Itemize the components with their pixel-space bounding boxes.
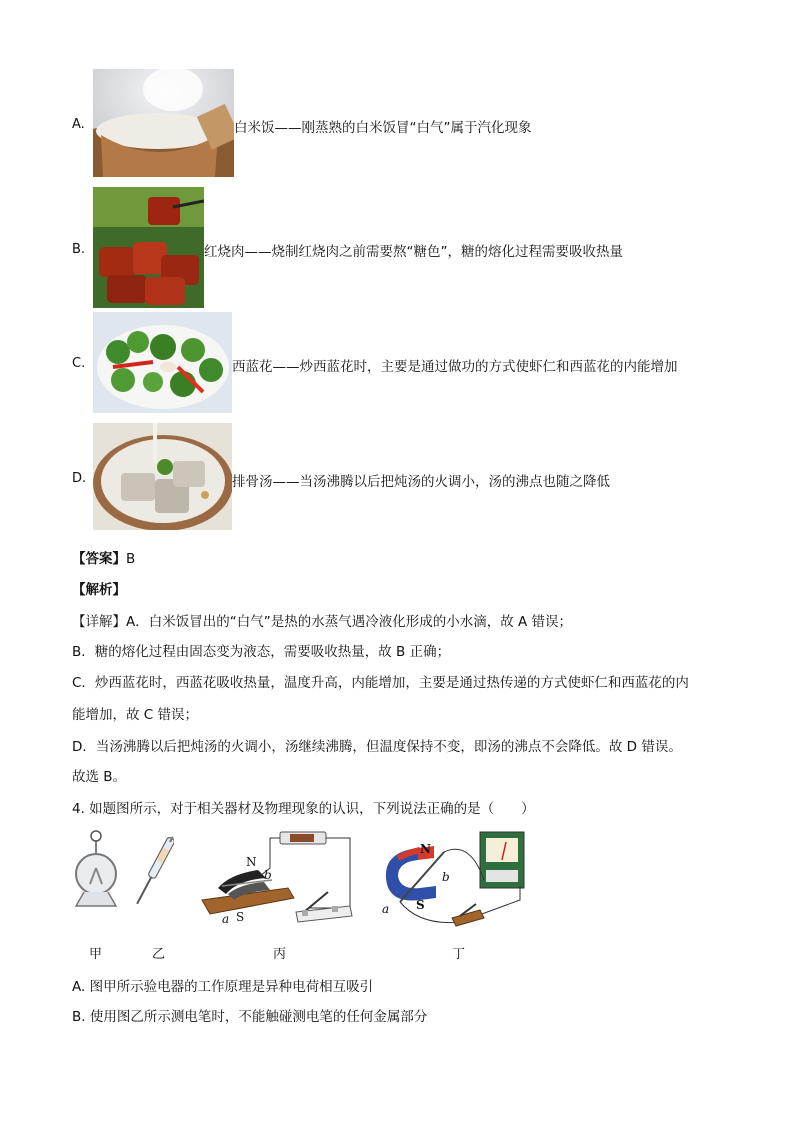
braised-pork-photo [93, 187, 204, 308]
detail-line-2: B．糖的熔化过程由固态变为液态，需要吸收热量，故 B 正确； [72, 644, 451, 660]
fig-bing-north: N [246, 855, 257, 869]
electroscope-figure [70, 830, 122, 910]
detail-line-1 [72, 610, 572, 630]
option-c-letter: C. [72, 356, 86, 371]
current-in-field-figure [200, 828, 358, 924]
analysis-label: 【解析】 [72, 582, 126, 598]
fig-bing-a: a [222, 912, 230, 926]
option-d-letter: D. [72, 471, 87, 486]
answer-line [72, 547, 135, 567]
question-4-stem: 4. 如题图所示，对于相关器材及物理现象的认识，下列说法正确的是（ ） [72, 801, 535, 817]
fig-bing-south: S [236, 910, 245, 924]
option-d-text: 排骨汤——当汤沸腾以后把炖汤的火调小，汤的沸点也随之降低 [232, 474, 610, 490]
fig-bing-b: b [264, 868, 272, 882]
answer-label: 【答案】 [72, 551, 126, 567]
rice-photo [93, 69, 234, 177]
option-b-text: 红烧肉——烧制红烧肉之前需要熬“糖色”，糖的熔化过程需要吸收热量 [204, 244, 623, 260]
caption-yi: 乙 [152, 947, 166, 962]
broccoli-photo [93, 312, 232, 413]
detail-line-4: 能增加，故 C 错误； [72, 707, 199, 723]
answer-value: B [126, 551, 136, 567]
q4-option-b: B. 使用图乙所示测电笔时，不能触碰测电笔的任何金属部分 [72, 1009, 428, 1025]
test-pen-figure [134, 832, 174, 912]
detail-text: A．白米饭冒出的“白气”是热的水蒸气遇冷液化形成的小水滴，故 A 错误； [126, 614, 573, 630]
detail-line-6: 故选 B。 [72, 769, 127, 785]
caption-ding: 丁 [452, 947, 466, 962]
induction-figure [380, 830, 530, 930]
fig-ding-a: a [382, 902, 390, 916]
detail-line-5: D．当汤沸腾以后把炖汤的火调小，汤继续沸腾，但温度保持不变，即汤的沸点不会降低。故 D 错误。 [72, 739, 682, 755]
option-c-text: 西蓝花——炒西蓝花时，主要是通过做功的方式使虾仁和西蓝花的内能增加 [232, 359, 678, 375]
fig-ding-b: b [442, 870, 450, 884]
detail-line-3: C．炒西蓝花时，西蓝花吸收热量，温度升高，内能增加，主要是通过热传递的方式使虾仁和西蓝花的内 [72, 675, 689, 691]
fig-ding-north: N [420, 842, 431, 856]
caption-bing: 丙 [273, 947, 287, 962]
option-a-text: 白米饭——刚蒸熟的白米饭冒“白气”属于汽化现象 [234, 120, 532, 136]
option-b-letter: B. [72, 242, 86, 257]
caption-jia: 甲 [89, 947, 103, 962]
detail-label: 【详解】 [72, 614, 126, 630]
option-a-letter: A. [72, 117, 85, 132]
rib-soup-photo [93, 423, 232, 530]
q4-option-a: A. 图甲所示验电器的工作原理是异种电荷相互吸引 [72, 979, 374, 995]
fig-ding-south: S [416, 898, 425, 912]
